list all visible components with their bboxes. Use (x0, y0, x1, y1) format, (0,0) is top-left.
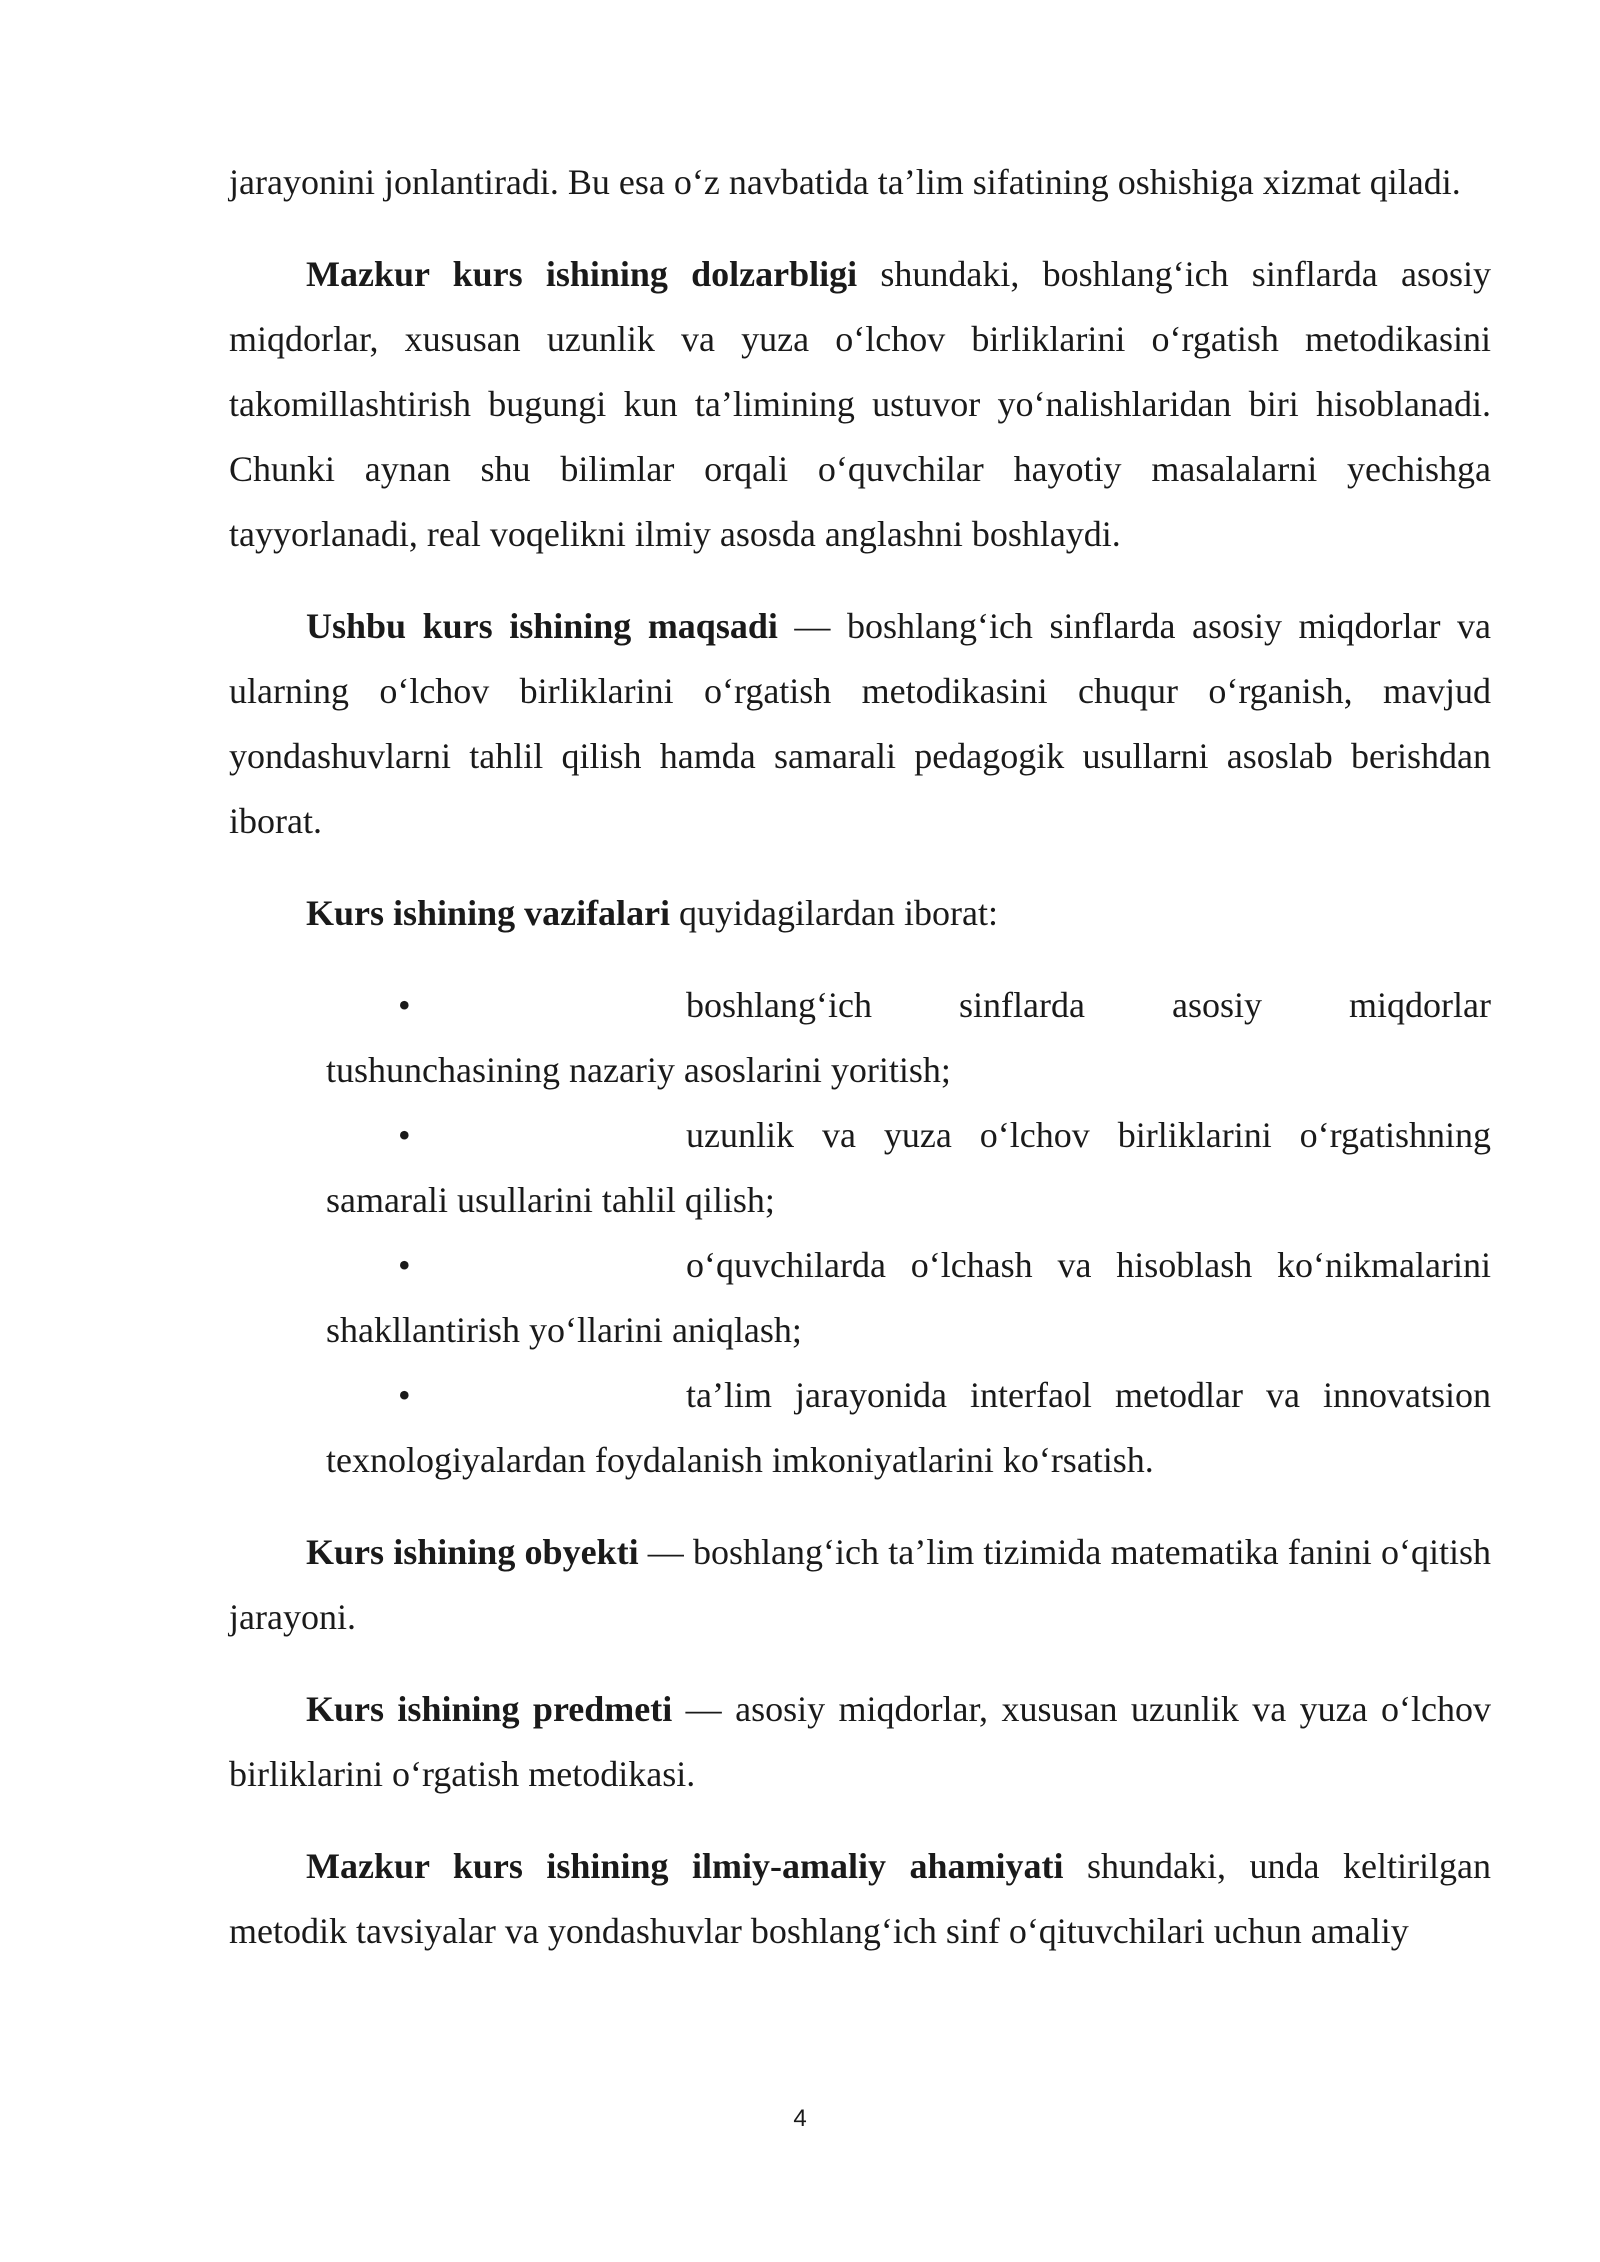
vazifalar-list (229, 973, 1491, 1493)
intro-paragraph (229, 150, 1491, 215)
ahamiyat-paragraph (229, 1834, 1491, 1964)
intro-text: jarayonini jonlantiradi. Bu esa o‘z navbatida ta’lim sifatining oshishiga xizmat qiladi. (229, 162, 1461, 202)
vazifalar-heading: Kurs ishining vazifalari (306, 893, 671, 933)
dolzarblik-text: shundaki, boshlang‘ich sinflarda asosiy miqdorlar, xususan uzunlik va yuza o‘lchov birliklarini o‘rgatish metodikasini takomillashtirish bugungi kun ta’limining ustuvor yo‘nalishlaridan biri hisoblanadi. Chunki aynan shu bilimlar orqali o‘quvchilar hayotiy masalalarni yechishga tayyorlanadi, real voqelikni ilmiy asosda anglashni boshlaydi. (229, 254, 1491, 554)
maqsad-text: — boshlang‘ich sinflarda asosiy miqdorlar va ularning o‘lchov birliklarini o‘rgatish metodikasini chuqur o‘rganish, mavjud yondashuvlarni tahlil qilish hamda samarali pedagogik usullarni asoslab berishdan iborat. (229, 606, 1491, 841)
list-item (326, 1233, 1491, 1363)
maqsad-heading: Ushbu kurs ishining maqsadi (306, 606, 778, 646)
maqsad-paragraph (229, 594, 1491, 854)
dolzarblik-paragraph (229, 242, 1491, 567)
document-page (229, 150, 1491, 1964)
obyekt-heading: Kurs ishining obyekti (306, 1532, 639, 1572)
bullet-icon: • (398, 1115, 411, 1155)
list-item (326, 1103, 1491, 1233)
list-item-text: ta’lim jarayonida interfaol metodlar va innovatsion texnologiyalardan foydalanish imkoniyatlarini ko‘rsatish. (326, 1375, 1491, 1480)
predmet-text: — asosiy miqdorlar, xususan uzunlik va yuza o‘lchov birliklarini o‘rgatish metodikasi. (229, 1689, 1492, 1794)
vazifalar-paragraph (229, 881, 1491, 946)
predmet-heading: Kurs ishining predmeti (306, 1689, 673, 1729)
list-item-text: boshlang‘ich sinflarda asosiy miqdorlar tushunchasining nazariy asoslarini yoritish; (326, 985, 1491, 1090)
list-item-text: o‘quvchilarda o‘lchash va hisoblash ko‘nikmalarini shakllantirish yo‘llarini aniqlash; (326, 1245, 1491, 1350)
predmet-paragraph (229, 1677, 1491, 1807)
bullet-icon: • (398, 985, 411, 1025)
vazifalar-text: quyidagilardan iborat: (670, 893, 998, 933)
bullet-icon: • (398, 1245, 411, 1285)
list-item-text: uzunlik va yuza o‘lchov birliklarini o‘rgatishning samarali usullarini tahlil qilish; (326, 1115, 1491, 1220)
obyekt-paragraph (229, 1520, 1491, 1650)
ahamiyat-heading: Mazkur kurs ishining ilmiy-amaliy ahamiyati (306, 1846, 1064, 1886)
page-number: 4 (793, 2105, 807, 2132)
list-item (326, 973, 1491, 1103)
bullet-icon: • (398, 1375, 411, 1415)
obyekt-text: — boshlang‘ich ta’lim tizimida matematika fanini o‘qitish jarayoni. (229, 1532, 1491, 1637)
list-item (326, 1363, 1491, 1493)
dolzarblik-heading: Mazkur kurs ishining dolzarbligi (306, 254, 858, 294)
ahamiyat-text: shundaki, unda keltirilgan metodik tavsiyalar va yondashuvlar boshlang‘ich sinf o‘qituvchilari uchun amaliy (229, 1846, 1491, 1951)
